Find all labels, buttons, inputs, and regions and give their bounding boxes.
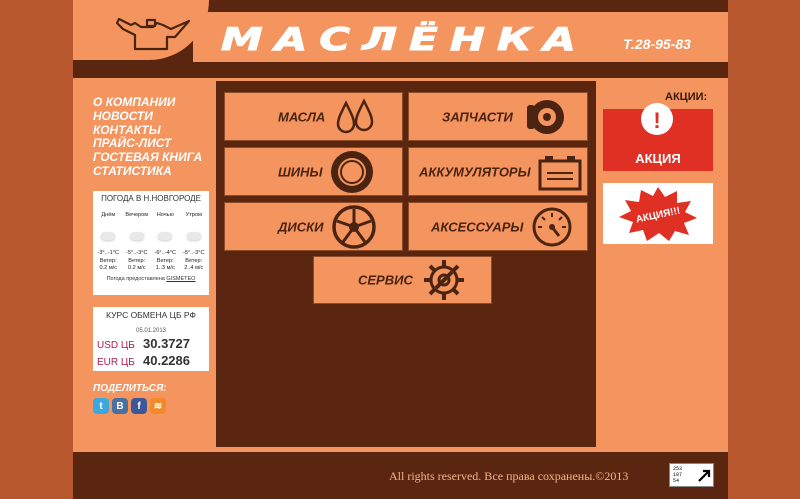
weather-credit — [93, 276, 209, 282]
tile-accessories-label: АКСЕССУАРЫ — [431, 219, 524, 234]
phone-number: Т.28-95-83 — [623, 36, 691, 52]
nav-item-news[interactable]: НОВОСТИ — [93, 108, 153, 123]
eur-label: EUR ЦБ — [97, 357, 135, 368]
promo-banner-1[interactable] — [603, 109, 713, 171]
counter-line: 54 — [673, 478, 680, 484]
rates-date: 05.01.2013 — [135, 328, 167, 334]
gauge-icon — [531, 206, 573, 248]
tile-wheels-label: ДИСКИ — [278, 219, 324, 234]
weather-temp: -5°..-3°C — [125, 250, 148, 256]
gear-wrench-icon — [422, 258, 466, 302]
share-icons — [93, 398, 166, 414]
tile-tires-label: ШИНЫ — [278, 164, 323, 179]
cloud-icon — [158, 232, 172, 240]
weather-period — [180, 212, 209, 272]
tile-batteries[interactable] — [408, 147, 588, 196]
wind-value: 0.2 м/с — [99, 265, 118, 271]
weather-temp: -6°..-4°C — [154, 250, 177, 256]
counter-line: 107 — [673, 472, 683, 478]
exchange-rates-widget — [93, 307, 209, 371]
wind-value: 1..3 м/с — [155, 265, 175, 271]
weather-title: ПОГОДА В Н.НОВГОРОДЕ — [101, 194, 201, 203]
tire-icon — [328, 148, 376, 196]
gismeteo-link[interactable]: GISMETEO — [166, 276, 196, 282]
wind-label: Ветер: — [128, 258, 146, 264]
weather-temp: -3°..-1°C — [97, 250, 120, 256]
weather-period — [151, 212, 180, 272]
wind-label: Ветер: — [156, 258, 174, 264]
weather-temp: -5°..-3°C — [182, 250, 205, 256]
nav-item-price-list[interactable]: ПРАЙС-ЛИСТ — [93, 136, 172, 151]
footer — [73, 452, 728, 499]
battery-icon — [537, 151, 583, 193]
promo-banner-2[interactable] — [603, 183, 713, 244]
tile-wheels[interactable] — [224, 202, 403, 251]
promo-banner-2-label: АКЦИЯ!!! — [634, 205, 682, 226]
tile-oils-label: МАСЛА — [278, 109, 326, 124]
weather-period-name: Ночью — [156, 212, 174, 218]
nav-item-contacts[interactable]: КОНТАКТЫ — [93, 122, 161, 137]
visit-counter[interactable] — [669, 463, 714, 487]
nav-item-statistics[interactable]: СТАТИСТИКА — [93, 163, 172, 178]
counter-values — [673, 466, 682, 484]
oil-can-icon[interactable] — [113, 15, 191, 53]
usd-rate-row — [93, 336, 209, 351]
facebook-icon[interactable]: f — [131, 398, 147, 414]
logo-text[interactable]: МАСЛЁНКА — [221, 22, 588, 58]
exclamation-icon: ! — [641, 103, 673, 135]
weather-period-name: Вечером — [125, 212, 149, 218]
weather-period — [123, 212, 152, 272]
brake-disc-icon — [521, 95, 565, 139]
share-title: ПОДЕЛИТЬСЯ: — [93, 383, 167, 394]
starburst-icon — [603, 183, 713, 244]
cloud-icon — [101, 232, 115, 240]
promo-title: АКЦИИ: — [665, 91, 708, 103]
tile-parts[interactable] — [408, 92, 588, 141]
nav-item-company[interactable]: О КОМПАНИИ — [93, 95, 176, 109]
weather-credit-text: Погода предоставлена — [106, 276, 165, 282]
rates-title: КУРС ОБМЕНА ЦБ РФ — [106, 310, 196, 320]
weather-period-name: Утром — [185, 212, 202, 218]
cloud-icon — [130, 232, 144, 240]
tile-service-label: СЕРВИС — [358, 272, 413, 288]
tile-accessories[interactable] — [408, 202, 588, 251]
wind-label: Ветер: — [99, 258, 117, 264]
copyright-text: All rights reserved. Все права сохранены.©2013 — [389, 469, 629, 483]
tile-parts-label: ЗАПЧАСТИ — [442, 109, 513, 124]
tile-service[interactable] — [313, 256, 492, 304]
counter-line: 253 — [673, 466, 683, 472]
nav-item-guestbook[interactable]: ГОСТЕВАЯ КНИГА — [93, 150, 203, 165]
arrow-icon — [697, 468, 712, 483]
wind-label: Ветер: — [185, 258, 203, 264]
tile-tires[interactable] — [224, 147, 403, 196]
main-nav — [93, 96, 202, 179]
weather-widget — [93, 191, 209, 295]
weather-columns — [93, 212, 209, 272]
cloud-icon — [187, 232, 201, 240]
twitter-icon[interactable]: t — [93, 398, 109, 414]
rim-icon — [331, 204, 377, 250]
usd-value: 30.3727 — [143, 336, 190, 351]
usd-label: USD ЦБ — [97, 340, 135, 351]
header — [73, 0, 728, 78]
weather-period — [94, 212, 123, 272]
tile-batteries-label: АККУМУЛЯТОРЫ — [419, 164, 531, 179]
rss-icon[interactable]: ≋ — [150, 398, 166, 414]
eur-value: 40.2286 — [143, 353, 190, 368]
catalog-panel — [216, 81, 596, 447]
weather-period-name: Днём — [101, 212, 116, 218]
promo-banner-1-label: АКЦИЯ — [635, 151, 681, 166]
eur-rate-row — [93, 353, 209, 368]
wind-value: 0.2 м/с — [127, 265, 146, 271]
site-container — [73, 0, 728, 499]
wind-value: 2..4 м/с — [184, 265, 204, 271]
oil-drops-icon — [335, 97, 375, 137]
tile-oils[interactable] — [224, 92, 403, 141]
vk-icon[interactable]: В — [112, 398, 128, 414]
